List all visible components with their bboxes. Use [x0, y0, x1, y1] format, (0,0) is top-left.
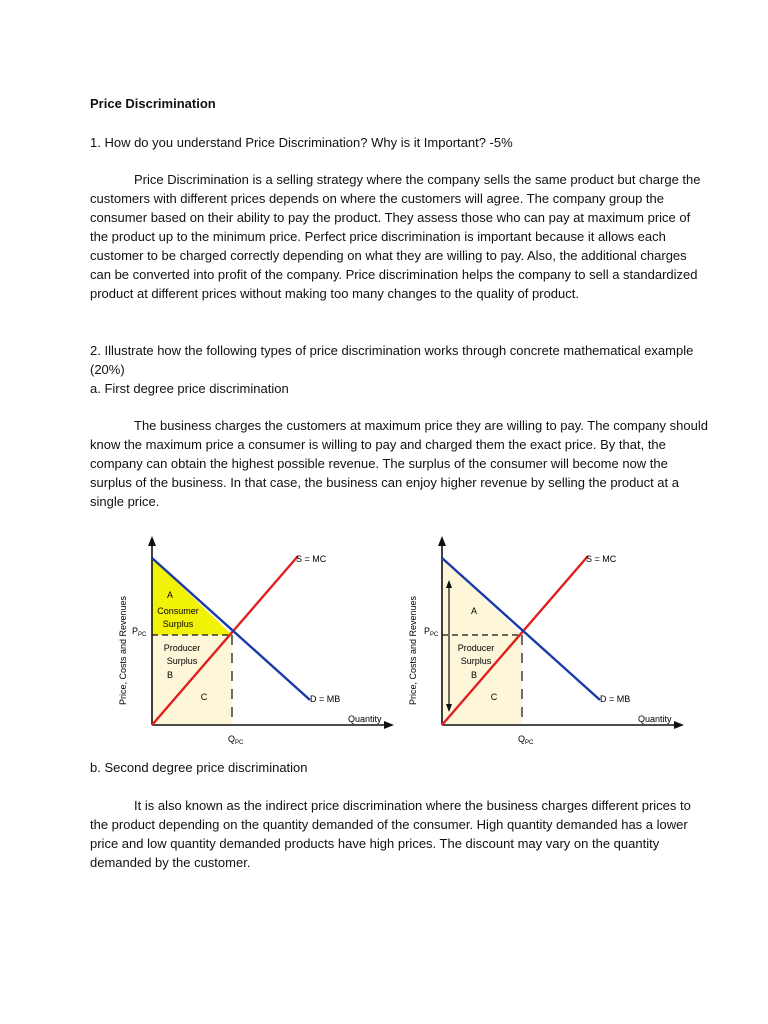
qty-label: $Q_{PC}$ — [228, 734, 244, 746]
price-chart-2 — [400, 530, 700, 760]
supply-label: S = MC — [586, 554, 617, 564]
region-c-label: C — [200, 692, 208, 702]
region-c-label: C — [490, 692, 498, 702]
answer-1: Price Discrimination is a selling strategy where the company sells the same product but charge the customers with different prices depends on where the customers will agree. The company group the consumer based on their ability to pay the product. They assess those who can pay at maximum price of the product up to the minimum price. Perfect price discrimination is important because it allows each customer to be charged correctly depending on what they are willing to pay. Also, the additional charges can be converted into profit of the company. Price discrimination helps the company to sell a standardized product at different prices without making too many changes to the quality of product. — [90, 172, 701, 301]
region-a-label: A — [470, 606, 478, 616]
price-chart-1 — [110, 530, 410, 760]
price-label: $P_{PC}$ — [424, 626, 439, 638]
region-a-label: A — [166, 590, 174, 600]
x-axis-label: Quantity — [348, 714, 382, 724]
y-axis-arrow — [148, 536, 156, 546]
question-2a: a. First degree price discrimination — [90, 381, 289, 396]
region-b-label-2: Surplus — [166, 656, 198, 666]
question-2b: b. Second degree price discrimination — [90, 760, 308, 775]
region-b-label-3: B — [166, 670, 174, 680]
region-b-label: Producer — [163, 643, 201, 653]
y-axis-label: Price, Costs and Revenues — [408, 595, 418, 705]
x-axis-arrow — [674, 721, 684, 729]
demand-label: D = MB — [310, 694, 341, 704]
question-1: 1. How do you understand Price Discrimination? Why is it Important? -5% — [90, 135, 513, 150]
x-axis-arrow — [384, 721, 394, 729]
figure-perfect-discrimination — [400, 530, 700, 760]
region-b-label-2: Surplus — [460, 656, 492, 666]
figure-single-price — [110, 530, 410, 760]
y-axis-label: Price, Costs and Revenues — [118, 595, 128, 705]
question-2: 2. Illustrate how the following types of price discrimination works through concrete mathematical example (20%) — [90, 343, 694, 377]
region-a-label-2: Consumer — [157, 606, 199, 616]
answer-2a: The business charges the customers at maximum price they are willing to pay. The company should know the maximum price a consumer is willing to pay and charged them the exact price. By that, the company can obtain the highest possible revenue. The surplus of the consumer will become now the surplus of the business. In that case, the business can enjoy higher revenue by selling the product at a single price. — [90, 418, 708, 509]
producer-surplus-area — [442, 558, 522, 725]
x-axis-label: Quantity — [638, 714, 672, 724]
supply-label: S = MC — [296, 554, 327, 564]
doc-title: Price Discrimination — [90, 96, 216, 111]
answer-2b: It is also known as the indirect price discrimination where the business charges different prices to the product depending on the quantity demanded of the consumer. High quantity demanded has a lower price and low quantity demanded products have high prices. The discount may vary on the quantity demanded by the customer. — [90, 798, 691, 870]
y-axis-arrow — [438, 536, 446, 546]
qty-label: $Q_{PC}$ — [518, 734, 534, 746]
region-b-label-3: B — [470, 670, 478, 680]
demand-label: D = MB — [600, 694, 631, 704]
region-b-label: Producer — [457, 643, 495, 653]
price-label: $P_{PC}$ — [132, 626, 147, 638]
region-a-label-3: Surplus — [162, 619, 194, 629]
